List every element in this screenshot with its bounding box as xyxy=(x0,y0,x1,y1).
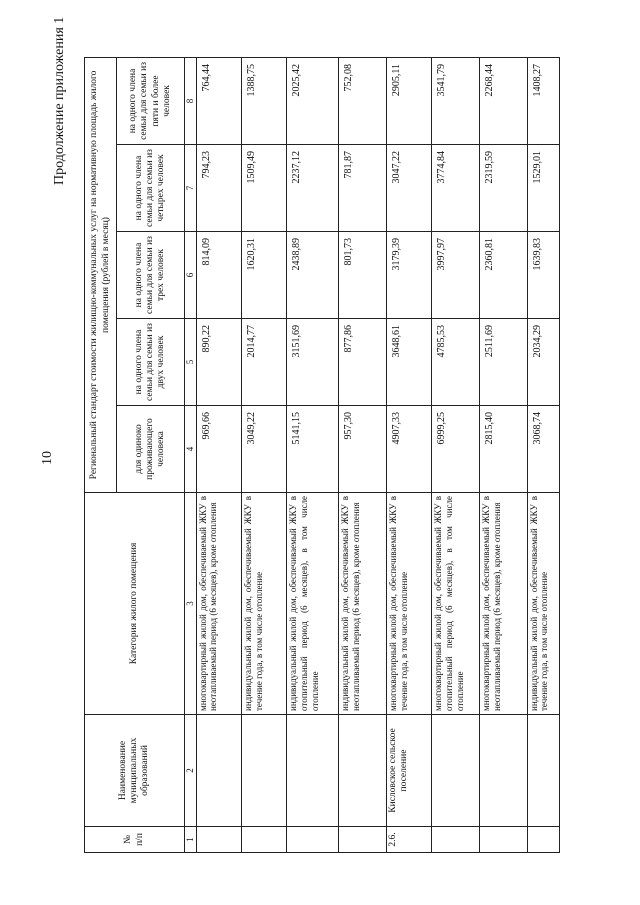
column-number: 1 xyxy=(185,827,197,853)
cost-value: 2034,29 xyxy=(527,319,559,406)
housing-category: индивидуальный жилой дом, обеспечиваемый ЖКУ в течение года, в том числе отопление xyxy=(242,493,287,715)
page-number: 10 xyxy=(40,451,55,465)
row-number xyxy=(339,827,387,853)
row-number xyxy=(287,827,339,853)
cost-value: 814,09 xyxy=(196,232,241,319)
table-body xyxy=(196,57,559,852)
cost-value: 4907,33 xyxy=(386,406,431,493)
cost-value: 890,22 xyxy=(196,319,241,406)
cost-value: 3541,79 xyxy=(432,57,480,144)
municipality-name xyxy=(479,715,527,827)
appendix-continuation: Продолжение приложения 1 xyxy=(52,16,67,185)
column-number: 6 xyxy=(185,232,197,319)
subheader-family-5plus: на одного члена семьи для семьи из пяти и более человек xyxy=(117,57,185,144)
housing-category: многоквартирный жилой дом, обеспечиваемый ЖКУ в неотапливаемый период (6 месяцев), кроме отопления xyxy=(196,493,241,715)
column-number: 3 xyxy=(185,493,197,715)
cost-value: 2319,59 xyxy=(479,145,527,232)
cost-value: 3774,84 xyxy=(432,145,480,232)
cost-value: 764,44 xyxy=(196,57,241,144)
municipality-name xyxy=(287,715,339,827)
row-number xyxy=(432,827,480,853)
subheader-single: для одиноко проживающего человека xyxy=(117,406,185,493)
cost-value: 2905,11 xyxy=(386,57,431,144)
cost-value: 2014,77 xyxy=(242,319,287,406)
cost-value: 2360,81 xyxy=(479,232,527,319)
cost-value: 3648,61 xyxy=(386,319,431,406)
cost-value: 6999,25 xyxy=(432,406,480,493)
cost-value: 1408,27 xyxy=(527,57,559,144)
cost-value: 1388,75 xyxy=(242,57,287,144)
row-number xyxy=(479,827,527,853)
column-number: 4 xyxy=(185,406,197,493)
table-row xyxy=(386,57,431,852)
cost-value: 877,86 xyxy=(339,319,387,406)
cost-value: 794,23 xyxy=(196,145,241,232)
column-number: 2 xyxy=(185,715,197,827)
row-number xyxy=(242,827,287,853)
municipality-name xyxy=(196,715,241,827)
header-category: Категория жилого помещения xyxy=(85,493,185,715)
row-number xyxy=(196,827,241,853)
header-no: № п/п xyxy=(85,827,185,853)
cost-value: 2511,69 xyxy=(479,319,527,406)
table-row xyxy=(339,57,387,852)
table-row xyxy=(196,57,241,852)
cost-value: 3047,22 xyxy=(386,145,431,232)
cost-value: 1509,49 xyxy=(242,145,287,232)
cost-value: 752,08 xyxy=(339,57,387,144)
cost-value: 1639,83 xyxy=(527,232,559,319)
row-number xyxy=(527,827,559,853)
header-standard: Региональный стандарт стоимости жилищно-коммунальных услуг на нормативную площадь жилого помещения (рублей в месяц) xyxy=(85,57,117,492)
municipality-name xyxy=(432,715,480,827)
table-row xyxy=(287,57,339,852)
cost-value: 2438,89 xyxy=(287,232,339,319)
housing-category: многоквартирный жилой дом, обеспечиваемый ЖКУ в течение года, в том числе отопление xyxy=(386,493,431,715)
column-number: 5 xyxy=(185,319,197,406)
municipality-name: Кисловское сельское поселение xyxy=(386,715,431,827)
header-municipality: Наименование муниципальных образований xyxy=(85,715,185,827)
cost-value: 1529,01 xyxy=(527,145,559,232)
cost-value: 2237,12 xyxy=(287,145,339,232)
cost-value: 781,87 xyxy=(339,145,387,232)
cost-value: 5141,15 xyxy=(287,406,339,493)
cost-value: 4785,53 xyxy=(432,319,480,406)
housing-category: многоквартирный жилой дом, обеспечиваемый ЖКУ в отопительный период (6 месяцев), в том числе отопление xyxy=(432,493,480,715)
cost-value: 801,73 xyxy=(339,232,387,319)
cost-value: 3151,69 xyxy=(287,319,339,406)
housing-category: индивидуальный жилой дом, обеспечиваемый ЖКУ в течение года, в том числе отопление xyxy=(527,493,559,715)
municipality-name xyxy=(242,715,287,827)
cost-value: 3068,74 xyxy=(527,406,559,493)
subheader-family-3: на одного члена семьи для семьи из трех человек xyxy=(117,232,185,319)
cost-value: 2815,40 xyxy=(479,406,527,493)
row-number: 2.6. xyxy=(386,827,431,853)
cost-value: 3179,39 xyxy=(386,232,431,319)
table-row xyxy=(242,57,287,852)
table-row xyxy=(479,57,527,852)
cost-value: 969,66 xyxy=(196,406,241,493)
housing-category: многоквартирный жилой дом, обеспечиваемый ЖКУ в неотапливаемый период (6 месяцев), кроме отопления xyxy=(479,493,527,715)
subheader-family-4: на одного члена семьи для семьи из четырех человек xyxy=(117,145,185,232)
cost-value: 2025,42 xyxy=(287,57,339,144)
cost-value: 957,30 xyxy=(339,406,387,493)
table-row xyxy=(432,57,480,852)
cost-value: 3049,22 xyxy=(242,406,287,493)
municipality-name xyxy=(339,715,387,827)
cost-value: 2268,44 xyxy=(479,57,527,144)
municipality-name xyxy=(527,715,559,827)
housing-cost-standard-table xyxy=(84,57,560,853)
cost-value: 1620,31 xyxy=(242,232,287,319)
cost-value: 3997,97 xyxy=(432,232,480,319)
housing-category: индивидуальный жилой дом, обеспечиваемый ЖКУ в отопительный период (6 месяцев), в том числе отопление xyxy=(287,493,339,715)
table-row xyxy=(527,57,559,852)
housing-category: индивидуальный жилой дом, обеспечиваемый ЖКУ в неотапливаемый период (6 месяцев), кроме отопления xyxy=(339,493,387,715)
column-number: 7 xyxy=(185,145,197,232)
subheader-family-2: на одного члена семьи для семьи из двух человек xyxy=(117,319,185,406)
column-number: 8 xyxy=(185,57,197,144)
